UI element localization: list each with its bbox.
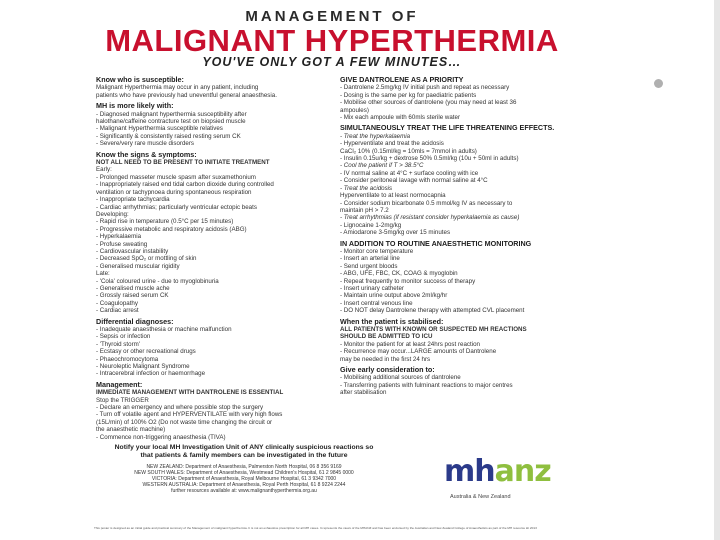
poster-section bbox=[96, 318, 330, 378]
slide-right-edge bbox=[628, 0, 720, 540]
section-line: - Dosing is the same per kg for paediatric patients bbox=[340, 91, 477, 99]
section-line: - Cool the patient if T > 38.5°C bbox=[340, 162, 424, 170]
section-line: - DO NOT delay Dantrolene therapy with attempted CVL placement bbox=[340, 307, 525, 315]
section-line: - Mobilise other sources of dantrolene (you may need at least 36 bbox=[340, 99, 517, 107]
section-title: GIVE DANTROLENE AS A PRIORITY bbox=[340, 75, 464, 84]
section-line: Hyperventilate to at least normocapnia bbox=[340, 192, 446, 200]
section-line: - Ecstasy or other recreational drugs bbox=[96, 348, 196, 356]
section-line: - Generalised muscle ache bbox=[96, 284, 170, 292]
section-line: after stabilisation bbox=[340, 389, 387, 397]
footer-notice-line-2: that patients & family members can be investigated in the future bbox=[140, 452, 348, 460]
section-line: - Send urgent bloods bbox=[340, 262, 398, 270]
section-line: - Rapid rise in temperature (0.5°C per 15 minutes) bbox=[96, 218, 234, 226]
section-line: - Hyperkalaemia bbox=[96, 233, 142, 241]
slide-edge-bar bbox=[714, 0, 720, 540]
left-column bbox=[96, 73, 330, 441]
section-line: - Profuse sweating bbox=[96, 240, 148, 248]
section-line: - Prolonged masseter muscle spasm after suxamethonium bbox=[96, 173, 256, 181]
poster-title-top: MANAGEMENT OF bbox=[245, 8, 419, 25]
section-line: - Severe/very rare muscle disorders bbox=[96, 140, 194, 148]
section-line: ventilation or tachypnoea during spontaneous respiration bbox=[96, 188, 252, 196]
section-line: - ABG, UFE, FBC, CK, COAG & myoglobin bbox=[340, 270, 458, 278]
section-line: the anaesthetic machine) bbox=[96, 426, 166, 434]
section-line: - Recurrence may occur...LARGE amounts of Dantrolene bbox=[340, 348, 497, 356]
section-line: - 'Cola' coloured urine - due to myoglobinuria bbox=[96, 277, 219, 285]
section-line: - Decreased SpO₂ or mottling of skin bbox=[96, 255, 197, 263]
section-line: ALL PATIENTS WITH KNOWN OR SUSPECTED MH REACTIONS bbox=[340, 326, 527, 333]
section-line: - Significantly & consistently raised resting serum CK bbox=[96, 132, 241, 140]
poster-title-main: MALIGNANT HYPERTHERMIA bbox=[105, 23, 559, 58]
section-line: Early: bbox=[96, 166, 112, 174]
section-line: (15L/min) of 100% O2 (Do not waste time changing the circuit or bbox=[96, 418, 273, 426]
section-line: - Cardiac arrhythmias; particularly ventricular ectopic beats bbox=[96, 203, 257, 211]
section-line: - Monitor the patient for at least 24hrs post reaction bbox=[340, 340, 480, 348]
footer-contact-line: NEW SOUTH WALES: Department of Anaesthesia, Westmead Children's Hospital, 61 2 9845 0000 bbox=[134, 470, 354, 477]
footer-notice bbox=[94, 444, 394, 460]
section-line: - IV normal saline at 4°C + surface cooling with ice bbox=[340, 169, 479, 177]
section-line: maintain pH > 7.2 bbox=[340, 206, 389, 214]
section-line: - Consider peritoneal lavage with normal saline at 4°C bbox=[340, 177, 488, 185]
section-title: Give early consideration to: bbox=[340, 365, 435, 375]
section-line: - Turn off volatile agent and HYPERVENTILATE with very high flows bbox=[96, 411, 283, 419]
slide-bullet-dot bbox=[654, 79, 663, 88]
section-line: - Malignant Hyperthermia susceptible relatives bbox=[96, 125, 223, 133]
footer-fine-print: This poster is designed as an initial guide and practical summary of the Management of malignant hyperthermia. It is not an exhaustive prescription for all MH cases. It represents the views of the MHANZ and has been endorsed by the Australian and New Zealand College of Anaesthetists as part of the MH resource kit 2013 bbox=[94, 526, 537, 530]
poster-section bbox=[96, 102, 330, 147]
mhanz-logo-wordmark bbox=[444, 454, 551, 489]
section-line: - Cardiovascular instability bbox=[96, 247, 169, 255]
section-line: patients who have previously had uneventful general anaesthesia. bbox=[96, 91, 277, 99]
section-title: Differential diagnoses: bbox=[96, 316, 174, 326]
section-line: CaCl₂ 10% (0.15ml/kg = 10mls = 7mmol in adults) bbox=[340, 147, 477, 155]
section-line: - Commence non-triggering anaesthesia (TIVA) bbox=[96, 433, 226, 441]
section-line: - Consider sodium bicarbonate 0.5 mmol/kg IV as necessary to bbox=[340, 199, 513, 207]
poster-section bbox=[340, 124, 576, 236]
section-line: - 'Thyroid storm' bbox=[96, 340, 140, 348]
mh-poster bbox=[84, 0, 580, 540]
footer-notice-line-1: Notify your local MH Investigation Unit of ANY clinically suspicious reactions so bbox=[114, 444, 374, 451]
logo-tagline: Australia & New Zealand bbox=[450, 494, 511, 500]
section-line: - Phaeochromocytoma bbox=[96, 355, 159, 363]
footer-contact-line: NEW ZEALAND: Department of Anaesthesia, Palmerston North Hospital, 06 8 356 9169 bbox=[146, 464, 342, 470]
section-title: SIMULTANEOUSLY TREAT THE LIFE THREATENING EFFECTS. bbox=[340, 123, 555, 133]
section-line: - Transferring patients with fulminant reactions to major centres bbox=[340, 381, 513, 389]
section-line: Developing: bbox=[96, 210, 129, 218]
footer-contact-line: WESTERN AUSTRALIA: Department of Anaesthesia, Royal Perth Hospital, 61 8 9224 2244 bbox=[142, 482, 346, 489]
section-line: - Intracerebral infection or haemorrhage bbox=[96, 370, 206, 378]
section-line: - Declare an emergency and where possible stop the surgery bbox=[96, 404, 264, 412]
section-title: Know the signs & symptoms: bbox=[96, 149, 197, 159]
section-line: - Neuroleptic Malignant Syndrome bbox=[96, 363, 190, 371]
section-line: Malignant Hyperthermia may occur in any patient, including bbox=[96, 84, 259, 92]
section-line: - Insert urinary catheter bbox=[340, 284, 404, 292]
section-line: - Dantrolene 2.5mg/kg IV initial push and repeat as necessary bbox=[340, 84, 510, 92]
section-line: IMMEDIATE MANAGEMENT WITH DANTROLENE IS ESSENTIAL bbox=[96, 389, 284, 397]
section-line: - Hyperventilate and treat the acidosis bbox=[340, 140, 444, 148]
logo-mh: mh bbox=[444, 454, 495, 489]
footer-contacts bbox=[94, 464, 394, 494]
poster-section bbox=[96, 381, 330, 441]
section-line: - Treat the hyperkalaemia bbox=[340, 132, 411, 140]
section-line: - Diagnosed malignant hyperthermia susceptibility after bbox=[96, 110, 247, 118]
section-title: Management: bbox=[96, 379, 143, 389]
section-line: - Insert central venous line bbox=[340, 299, 413, 307]
poster-section bbox=[96, 76, 330, 99]
section-title: When the patient is stabilised: bbox=[340, 316, 444, 326]
section-line: - Maintain urine output above 2ml/kg/hr bbox=[340, 292, 448, 300]
section-title: Know who is susceptible: bbox=[96, 75, 184, 84]
section-line: - Insulin 0.15u/kg + dextrose 50% 0.5ml/kg (10u + 50ml in adults) bbox=[340, 155, 519, 163]
section-line: - Inadequate anaesthesia or machine malfunction bbox=[96, 326, 232, 333]
mhanz-logo bbox=[444, 454, 574, 514]
poster-section bbox=[340, 240, 576, 315]
section-line: - Cardiac arrest bbox=[96, 307, 139, 315]
section-line: - Generalised muscular rigidity bbox=[96, 262, 180, 270]
section-line: - Insert an arterial line bbox=[340, 255, 400, 263]
poster-section bbox=[340, 366, 576, 397]
section-line: - Treat arrhythmias (if resistant consider hyperkalaemia as cause) bbox=[340, 214, 520, 222]
section-line: SHOULD BE ADMITTED TO ICU bbox=[340, 333, 433, 341]
right-column bbox=[340, 73, 576, 397]
section-line: - Inappropriately raised end tidal carbon dioxide during controlled bbox=[96, 181, 274, 189]
section-line: - Monitor core temperature bbox=[340, 247, 414, 255]
section-line: - Progressive metabolic and respiratory acidosis (ABG) bbox=[96, 225, 247, 233]
section-title: MH is more likely with: bbox=[96, 101, 174, 111]
section-line: - Repeat frequently to monitor success of therapy bbox=[340, 277, 476, 285]
section-line: - Grossly raised serum CK bbox=[96, 292, 169, 300]
section-line: - Amiodarone 3-5mg/kg over 15 minutes bbox=[340, 229, 451, 237]
footer-contact-line: further resources available at: www.malignanthyperthermia.org.au bbox=[171, 488, 317, 495]
poster-section bbox=[340, 76, 576, 121]
poster-subtitle: YOU'VE ONLY GOT A FEW MINUTES… bbox=[202, 55, 462, 69]
section-line: - Lignocaine 1-2mg/kg bbox=[340, 221, 402, 229]
section-line: - Mobilising additional sources of dantrolene bbox=[340, 374, 461, 382]
footer-contact-line: VICTORIA: Department of Anaesthesia, Royal Melbourne Hospital, 61 3 9342 7000 bbox=[151, 476, 337, 483]
section-line: halothane/caffeine contracture test on biopsied muscle bbox=[96, 118, 246, 126]
section-line: - Inappropriate tachycardia bbox=[96, 196, 170, 204]
section-line: - Mix each ampoule with 60mls sterile water bbox=[340, 114, 461, 122]
section-line: - Coagulopathy bbox=[96, 299, 138, 307]
poster-section bbox=[96, 151, 330, 315]
poster-section bbox=[340, 318, 576, 363]
section-line: NOT ALL NEED TO BE PRESENT TO INITIATE TREATMENT bbox=[96, 159, 270, 167]
section-line: ampoules) bbox=[340, 106, 369, 114]
section-line: - Sepsis or infection bbox=[96, 333, 151, 341]
logo-anz: anz bbox=[494, 454, 551, 489]
section-line: Stop the TRIGGER bbox=[96, 396, 149, 404]
section-title: IN ADDITION TO ROUTINE ANAESTHETIC MONITORING bbox=[340, 238, 532, 248]
section-line: may be needed in the first 24 hrs bbox=[340, 355, 431, 363]
section-line: Late: bbox=[96, 270, 110, 278]
section-line: - Treat the acidosis bbox=[340, 184, 393, 192]
